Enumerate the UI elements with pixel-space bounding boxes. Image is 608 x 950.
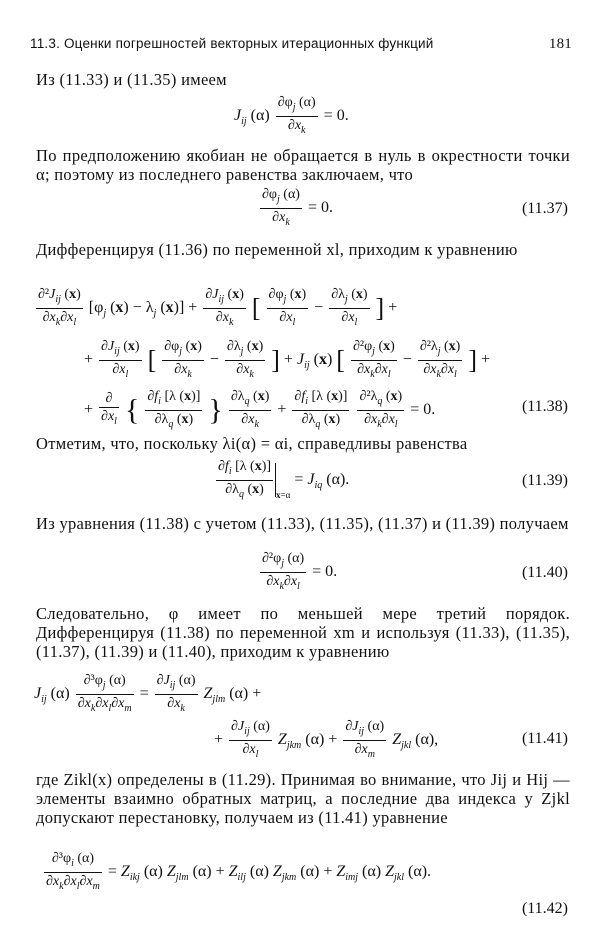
equation-11-42: $\frac{\partial^3\varphi_i (\alpha)}{\partial x_k\partial x_l\partial x_m}$ = $Z_{ikj}$ (α) $Z_{jlm}$ $(\alpha) + Z_{ilj}$ (α) $Z_{jkm}$ $(\alpha) + Z_{imj}$ (α) $Z_{jkl}$ (α). — [46, 851, 432, 892]
paragraph-2: По предположению якобиан не обращается в нуль в окрестности точки α; поэтому из последнего равенства заключаем, что — [36, 146, 570, 184]
paragraph-7: где Zikl(x) определены в (11.29). Принимая во внимание, что Jij и Hij — элементы взаимно обратных матриц, а последние два индекса у Zjkl допускают перестановку, получаем из (11.41) уравнение — [36, 770, 570, 827]
running-header: 11.3. Оценки погрешностей векторных итерационных функций — [30, 36, 434, 51]
equation-11-38-line-1: $\frac{\partial^2J_{ij} (x)}{\partial x_k\partial x_l}$ [$\varphi_j$ $(x) - \lambda_j$ (x)] + $\frac{\partial J_{ij} (x)}{\partial x_k}$ [ $\frac{\partial\varphi_j (x)}{\partial x_l}$ − $\frac{\partial\lambda_j (x)}{\partial x_l}$ ] + — [38, 287, 398, 328]
paragraph-1: Из (11.33) и (11.35) имеем — [36, 70, 227, 89]
equation-number-11-42: (11.42) — [521, 900, 568, 917]
equation-number-11-37: (11.37) — [521, 200, 568, 217]
equation-number-11-41: (11.41) — [521, 730, 568, 747]
equation-11-37: $\frac{\partial\varphi_j (\alpha)}{\partial x_k}$ = 0. — [262, 187, 333, 228]
equation-11-38-line-3: + $\frac{\partial}{\partial x_l}$ { $\frac{\partial f_i [\lambda (x)]}{\partial\lambda_q (x)}$ } $\frac{\partial\lambda_q (x)}{\partial x_k}$ + $\frac{\partial f_i [\lambda (x)]}{\partial\lambda_q (x)}$ $\frac{\partial^2\lambda_q (x)}{\partial x_k\partial x_l}$ = 0. — [84, 389, 436, 430]
equation-number-11-39: (11.39) — [521, 472, 568, 489]
equation-number-11-38: (11.38) — [521, 398, 568, 415]
paragraph-6: Следовательно, φ имеет по меньшей мере третий порядок. Дифференцируя (11.38) по переменной xm и используя (11.33), (11.35), (11.37), (11.39) и (11.40), приходим к уравнению — [36, 604, 570, 661]
paragraph-4: Отметим, что, поскольку λi(α) = αi, справедливы равенства — [36, 434, 468, 453]
equation-11-39: $\frac{\partial f_i [\lambda (x)]}{\partial\lambda_q (x)}$ $_{x=\alpha} = J_{iq}$ (α). — [218, 459, 350, 500]
equation-jacobian-product: $J_{ij}$ (α) $\frac{\partial\varphi_j (\alpha)}{\partial x_k}$ = 0. — [234, 95, 349, 136]
page-number: 181 — [548, 36, 572, 52]
equation-11-41-line-2: + $\frac{\partial J_{ij} (\alpha)}{\partial x_l}$ $Z_{jkm}$ (α) + $\frac{\partial J_{ij} (\alpha)}{\partial x_m}$ $Z_{jkl}$ (α), — [214, 719, 439, 760]
equation-11-38-line-2: + $\frac{\partial J_{ij} (x)}{\partial x_l}$ [ $\frac{\partial\varphi_j (x)}{\partial x_k}$ − $\frac{\partial\lambda_j (x)}{\partial x_k}$ ] + $J_{ij}$ (x) [ $\frac{\partial^2\varphi_j (x)}{\partial x_k\partial x_l}$ − $\frac{\partial^2\lambda_j (x)}{\partial x_k\partial x_l}$ ] + — [84, 339, 491, 380]
paragraph-3: Дифференцируя (11.36) по переменной xl, приходим к уравнению — [36, 240, 518, 259]
paragraph-5: Из уравнения (11.38) с учетом (11.33), (11.35), (11.37) и (11.39) получаем — [36, 514, 569, 533]
equation-11-40: $\frac{\partial^2\varphi_j (\alpha)}{\partial x_k\partial x_l}$ = 0. — [262, 551, 338, 592]
equation-number-11-40: (11.40) — [521, 564, 568, 581]
equation-11-41-line-1: $J_{ij}$ (α) $\frac{\partial^3\varphi_j (\alpha)}{\partial x_k\partial x_l\partial x_m}$ = $\frac{\partial J_{ij} (\alpha)}{\partial x_k}$ $Z_{jlm}$ (α) + — [34, 673, 262, 714]
